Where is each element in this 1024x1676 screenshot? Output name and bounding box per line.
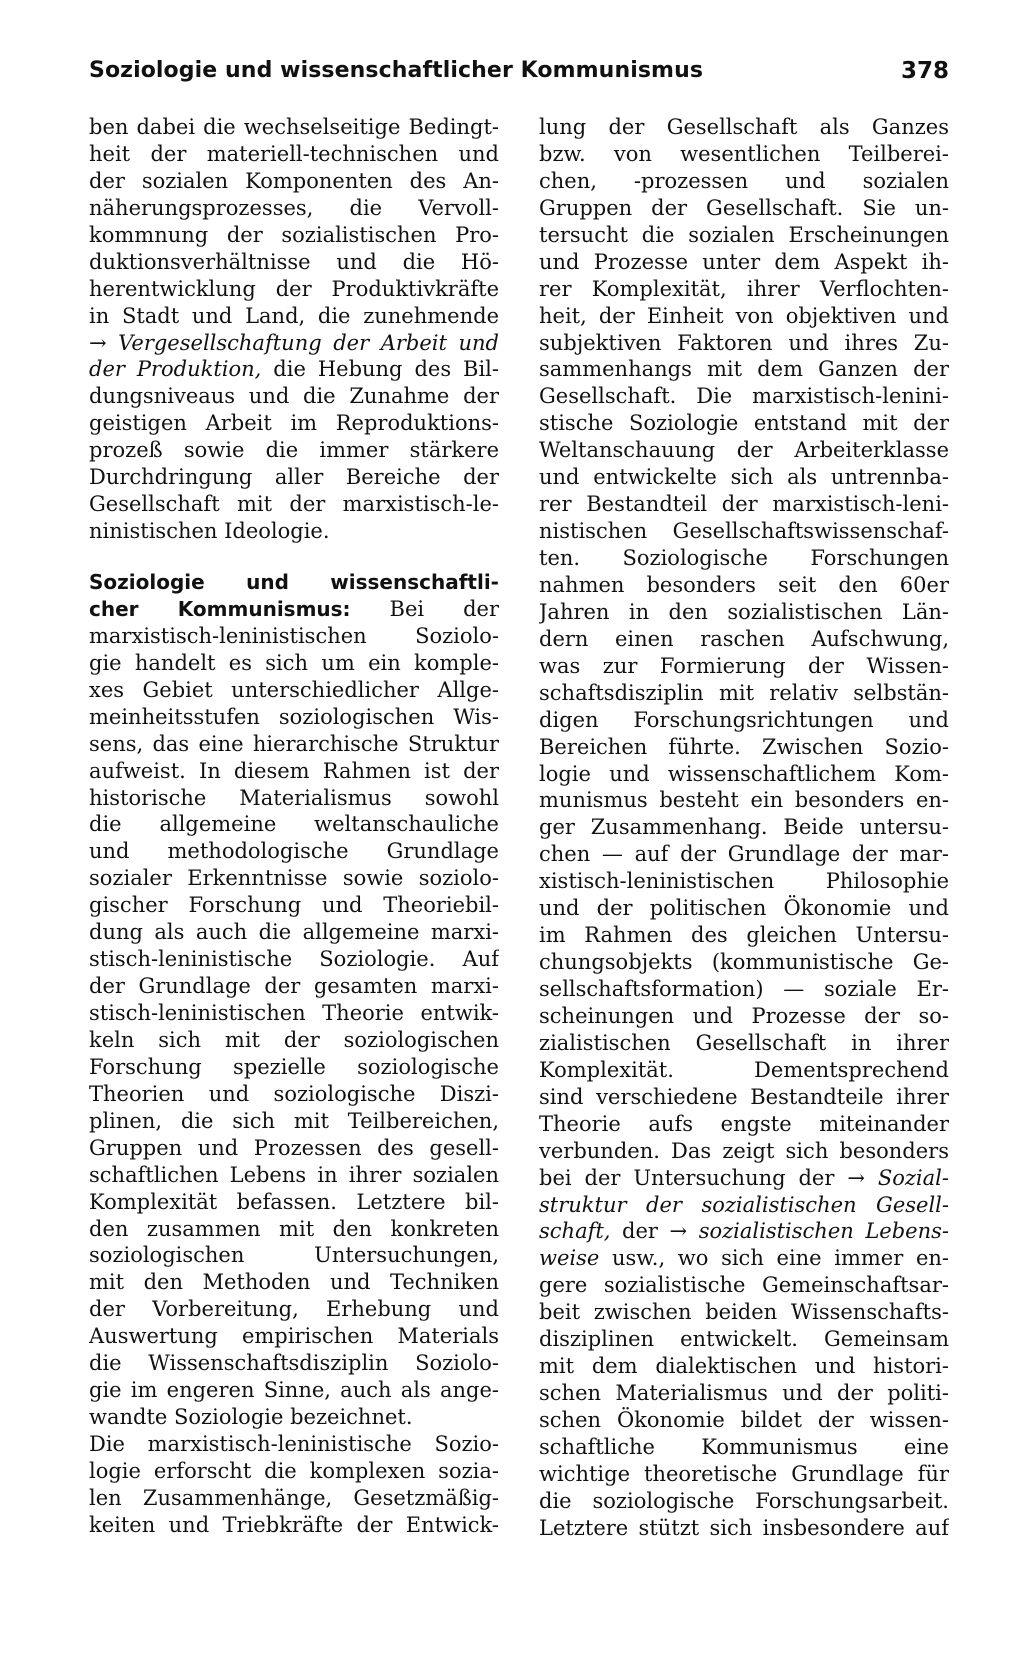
text-line: Auswertung empirischen Materials (89, 1324, 499, 1349)
text-line: sozialer Erkenntnisse sowie soziolo- (89, 866, 499, 891)
text-line: und methodologische Grundlage (89, 839, 499, 864)
text-line: Komplexität befassen. Letztere bil- (89, 1189, 499, 1214)
text-line: Jahren in den sozialistischen Län- (539, 599, 949, 624)
text-line: lung der Gesellschaft als Ganzes (539, 115, 949, 139)
text-line: dungsniveaus und die Zunahme der (89, 384, 499, 409)
text-line: mit dem dialektischen und histori- (539, 1354, 949, 1379)
paragraph-gap (89, 545, 499, 569)
cross-reference-text: schaft, (539, 1219, 611, 1244)
text-line: und der politischen Ökonomie und (539, 896, 949, 921)
text-line: in Stadt und Land, die zunehmende (89, 303, 499, 328)
text-line: keln sich mit der soziologischen (89, 1027, 499, 1052)
text-line: was zur Formierung der Wissen- (539, 653, 949, 678)
text-line: tersucht die sozialen Erscheinungen (539, 222, 949, 247)
text-line: Gesellschaft mit der marxistisch-le- (89, 492, 499, 517)
text-line: Komplexität. Dementsprechend (539, 1057, 949, 1082)
text-line: chungsobjekts (kommunistische Ge- (539, 950, 949, 975)
text-line: zialistischen Gesellschaft in ihrer (539, 1030, 949, 1055)
text-line: herentwicklung der Produktivkräfte (89, 276, 499, 301)
text-line: den zusammen mit den konkreten (89, 1216, 499, 1241)
text-line: mit den Methoden und Techniken (89, 1270, 499, 1295)
text-line: sens, das eine hierarchische Struktur (89, 731, 499, 756)
text-fragment: bei der Untersuchung der → (539, 1165, 878, 1190)
text-line: sellschaftsformation) — soziale Er- (539, 977, 949, 1001)
text-line: aufweist. In diesem Rahmen ist der (89, 758, 499, 783)
text-line: gie im engeren Sinne, auch als ange- (89, 1378, 499, 1403)
text-line: Gruppen und Prozessen des gesell- (89, 1135, 499, 1160)
text-line: die soziologische Forschungsarbeit. (539, 1488, 949, 1513)
text-line: xistisch-leninistischen Philosophie (539, 869, 949, 894)
text-line: kommnung der sozialistischen Pro- (89, 222, 499, 247)
cross-reference-text: weise (539, 1246, 600, 1271)
text-line: logie und wissenschaftlichem Kom- (539, 761, 949, 786)
text-line: historische Materialismus sowohl (89, 785, 499, 810)
text-line: dern einen raschen Aufschwung, (539, 626, 949, 651)
text-line: der sozialen Komponenten des An- (89, 168, 499, 193)
text-line: heit der materiell-technischen und (89, 141, 499, 166)
cross-reference-text: der Produktion, (89, 357, 262, 382)
text-fragment: usw., wo sich eine immer en- (599, 1246, 949, 1271)
running-head (89, 58, 949, 98)
text-line: die Wissenschaftsdisziplin Soziolo- (89, 1351, 499, 1376)
text-line: prozeß sowie die immer stärkere (89, 438, 499, 463)
text-line: gere sozialistische Gemeinschaftsar- (539, 1273, 949, 1298)
text-line: disziplinen entwickelt. Gemeinsam (539, 1327, 949, 1352)
text-line: und entwickelte sich als untrennba- (539, 465, 949, 490)
text-line: plinen, die sich mit Teilbereichen, (89, 1108, 499, 1133)
text-line: ben dabei die wechselseitige Bedingt- (89, 115, 499, 139)
text-line: heit, der Einheit von objektiven und (539, 303, 949, 328)
text-line (539, 1218, 949, 1245)
text-line: logie erforscht die komplexen sozia- (89, 1458, 499, 1483)
text-line: wandte Soziologie bezeichnet. (89, 1405, 413, 1430)
text-line: soziologischen Untersuchungen, (89, 1243, 499, 1268)
text-line: Die marxistisch-leninistische Sozio- (89, 1432, 499, 1456)
text-line: chen, -prozessen und sozialen (539, 168, 949, 193)
text-line: ninistischen Ideologie. (89, 519, 330, 544)
text-line: die allgemeine weltanschauliche (89, 812, 499, 837)
text-fragment: Bei der (350, 596, 499, 621)
text-line: rer Bestandteil der marxistisch-leni- (539, 492, 949, 517)
text-line: len Zusammenhänge, Gesetzmäßig- (89, 1485, 499, 1510)
text-line: meinheitsstufen soziologischen Wis- (89, 704, 499, 729)
text-line: scheinungen und Prozesse der so- (539, 1003, 949, 1028)
running-head-title: Soziologie und wissenschaftlicher Kommunismus (89, 58, 704, 83)
text-line: ger Zusammenhang. Beide untersu- (539, 815, 949, 840)
text-line: chen — auf der Grundlage der mar- (539, 842, 949, 867)
text-line: gischer Forschung und Theoriebil- (89, 893, 499, 918)
text-line (539, 1245, 949, 1272)
entry-headword: Soziologie und wissenschaftli- (89, 570, 499, 594)
text-line: Letztere stützt sich insbesondere auf (539, 1515, 949, 1540)
text-line: Gesellschaft. Die marxistisch-lenini- (539, 384, 949, 409)
text-line: sind verschiedene Bestandteile ihrer (539, 1084, 949, 1109)
cross-reference-text: Sozial- (877, 1165, 949, 1190)
text-line: keiten und Triebkräfte der Entwick- (89, 1512, 499, 1537)
text-line: schaftliche Kommunismus eine (539, 1434, 949, 1459)
text-line: wichtige theoretische Grundlage für (539, 1461, 949, 1486)
text-line: duktionsverhältnisse und die Hö- (89, 249, 499, 274)
entry-headword: cher Kommunismus: (89, 596, 351, 621)
text-line (89, 596, 499, 623)
text-line: Gruppen der Gesellschaft. Sie un- (539, 195, 949, 220)
text-line: schen Ökonomie bildet der wissen- (539, 1408, 949, 1432)
text-line: bzw. von wesentlichen Teilberei- (539, 141, 949, 166)
text-line: Theorie aufs engste miteinander (539, 1111, 949, 1136)
text-line: stisch-leninistische Soziologie. Auf (89, 947, 499, 972)
right-column (539, 114, 949, 1542)
text-line: verbunden. Das zeigt sich besonders (539, 1138, 949, 1163)
text-line (539, 1165, 949, 1192)
text-fragment: die Hebung des Bil- (261, 357, 499, 382)
text-line: Weltanschauung der Arbeiterklasse (539, 438, 949, 463)
text-line: schaftsdisziplin mit relativ selbstän- (539, 680, 949, 705)
cross-reference-text: sozialistischen Lebens- (698, 1219, 949, 1244)
text-line: der Grundlage der gesamten marxi- (89, 974, 499, 999)
text-line: dung als auch die allgemeine marxi- (89, 920, 499, 945)
text-line: schen Materialismus und der politi- (539, 1381, 949, 1406)
text-line: stische Soziologie entstand mit der (539, 411, 949, 436)
text-line: Durchdringung aller Bereiche der (89, 465, 499, 490)
text-line: Forschung spezielle soziologische (89, 1054, 499, 1079)
cross-reference-line: → Vergesellschaftung der Arbeit und (89, 330, 499, 355)
text-fragment: der → (610, 1219, 699, 1244)
text-line: gie handelt es sich um ein komple- (89, 650, 499, 675)
text-line: marxistisch-leninistischen Soziolo- (89, 623, 499, 648)
text-line: stisch-leninistischen Theorie entwik- (89, 1001, 499, 1025)
text-line: der Vorbereitung, Erhebung und (89, 1297, 499, 1322)
left-column (89, 114, 499, 1539)
text-line: näherungsprozesses, die Vervoll- (89, 195, 499, 220)
text-line: xes Gebiet unterschiedlicher Allge- (89, 677, 499, 702)
text-line: rer Komplexität, ihrer Verflochten- (539, 276, 949, 301)
text-line: schaftlichen Lebens in ihrer sozialen (89, 1162, 499, 1187)
text-line: Bereichen führte. Zwischen Sozio- (539, 734, 949, 759)
text-line: munismus besteht ein besonders en- (539, 788, 949, 813)
text-line: geistigen Arbeit im Reproduktions- (89, 411, 499, 436)
text-line: subjektiven Faktoren und ihres Zu- (539, 330, 949, 355)
text-line: ten. Soziologische Forschungen (539, 546, 949, 570)
text-line: nahmen besonders seit den 60er (539, 572, 949, 597)
text-line: beit zwischen beiden Wissenschafts- (539, 1300, 949, 1325)
text-line: digen Forschungsrichtungen und (539, 707, 949, 732)
text-line: im Rahmen des gleichen Untersu- (539, 923, 949, 948)
page-number: 378 (900, 58, 949, 84)
text-line: nistischen Gesellschaftswissenschaf- (539, 519, 949, 544)
text-line: Theorien und soziologische Diszi- (89, 1081, 499, 1106)
text-line (89, 356, 499, 383)
cross-reference-line: struktur der sozialistischen Gesell- (539, 1192, 949, 1217)
text-line: sammenhangs mit dem Ganzen der (539, 357, 949, 382)
text-line: und Prozesse unter dem Aspekt ih- (539, 249, 949, 274)
